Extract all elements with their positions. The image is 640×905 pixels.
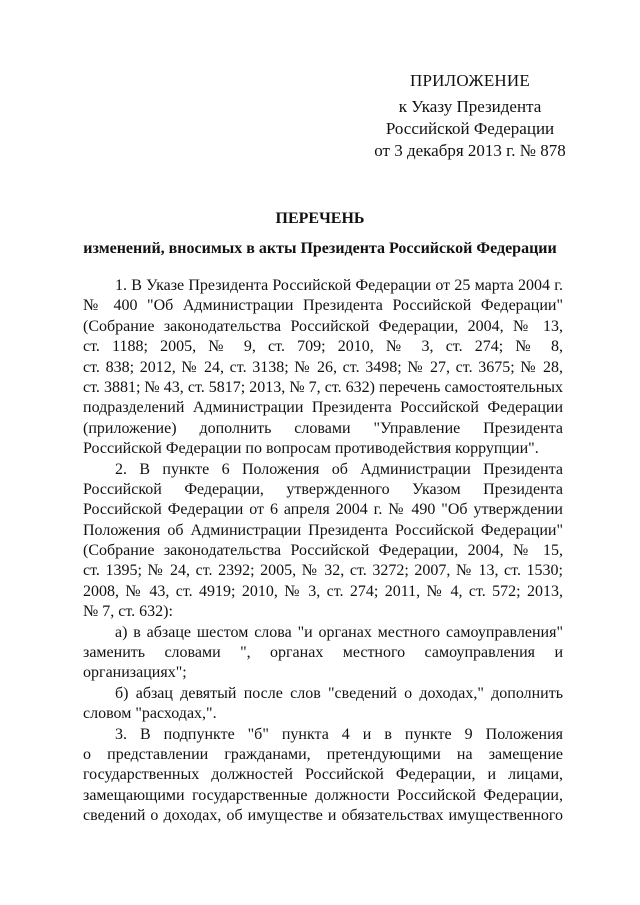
body-line: государственных должностей Российской Федерации, и лицами, <box>83 766 563 784</box>
document-title: ПЕРЕЧЕНЬ <box>275 210 365 227</box>
body-line: № 400 "Об Администрации Президента Российской Федерации" <box>83 297 563 315</box>
body-line: подразделений Администрации Президента Российской Федерации <box>83 399 563 417</box>
body-line: (Собрание законодательства Российской Федерации, 2004, № 13, <box>83 317 563 335</box>
body-line: (приложение) дополнить словами "Управление Президента <box>83 419 563 437</box>
document-body <box>83 276 563 827</box>
body-line: ст. 3881; № 43, ст. 5817; 2013, № 7, ст. 632) перечень самостоятельных <box>83 378 563 396</box>
body-line: 1. В Указе Президента Российской Федерации от 25 марта 2004 г. <box>115 277 563 294</box>
appendix-heading: ПРИЛОЖЕНИЕ <box>410 71 530 90</box>
body-line: Российской Федерации по вопросам противодействия коррупции". <box>83 440 539 458</box>
body-line: замещающими государственные должности Российской Федерации, <box>83 786 563 804</box>
body-line: о представлении гражданами, претендующими на замещение <box>83 745 563 763</box>
body-line: Положения об Администрации Президента Российской Федерации" <box>83 521 563 539</box>
body-line: 2008, № 43, ст. 4919; 2010, № 3, ст. 274; 2011, № 4, ст. 572; 2013, <box>83 582 563 600</box>
body-line: ст. 1188; 2005, № 9, ст. 709; 2010, № 3, ст. 274; № 8, <box>83 338 563 356</box>
body-line: сведений о доходах, об имуществе и обязательствах имущественного <box>83 807 563 825</box>
body-line: Российской Федерации, утвержденного Указом Президента <box>83 480 563 498</box>
body-line: а) в абзаце шестом слова "и органах местного самоуправления" <box>115 623 563 641</box>
body-line: заменить словами ", органах местного самоуправления и <box>83 644 563 662</box>
appendix-line: Российской Федерации <box>385 119 555 138</box>
body-line: № 7, ст. 632): <box>83 603 173 621</box>
body-line: ст. 838; 2012, № 24, ст. 3138; № 26, ст. 3498; № 27, ст. 3675; № 28, <box>83 358 563 376</box>
body-line: словом "расходах,". <box>83 705 217 723</box>
body-line: организациях"; <box>83 664 187 682</box>
body-line: ст. 1395; № 24, ст. 2392; 2005, № 32, ст. 3272; 2007, № 13, ст. 1530; <box>83 562 563 580</box>
body-line: 2. В пункте 6 Положения об Администрации Президента <box>115 460 563 478</box>
body-line: (Собрание законодательства Российской Федерации, 2004, № 15, <box>83 542 563 560</box>
appendix-block <box>360 70 580 162</box>
appendix-line: к Указу Президента <box>398 97 542 116</box>
body-line: Российской Федерации от 6 апреля 2004 г. № 490 "Об утверждении <box>83 501 563 519</box>
appendix-line: от 3 декабря 2013 г. № 878 <box>374 141 566 160</box>
body-line: б) абзац девятый после слов "сведений о доходах," дополнить <box>115 684 563 702</box>
body-line: 3. В подпункте "б" пункта 4 и в пункте 9 Положения <box>115 725 563 743</box>
document-subtitle: изменений, вносимых в акты Президента Российской Федерации <box>83 240 557 257</box>
document-title-block <box>60 208 580 260</box>
